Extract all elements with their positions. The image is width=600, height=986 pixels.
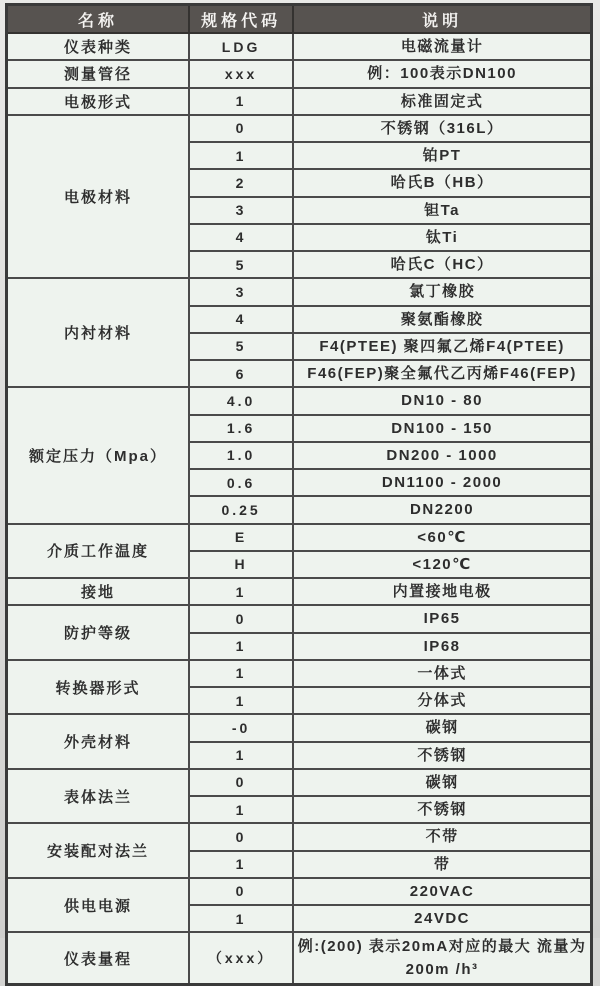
spec-table-body bbox=[7, 33, 592, 985]
description-cell: 例：100表示DN100 bbox=[293, 60, 591, 87]
code-cell: H bbox=[189, 551, 293, 578]
table-row bbox=[7, 605, 592, 632]
description-cell: 不锈钢 bbox=[293, 742, 591, 769]
description-cell: IP65 bbox=[293, 605, 591, 632]
code-cell: xxx bbox=[189, 60, 293, 87]
header-description: 说明 bbox=[293, 5, 591, 34]
description-cell: 标准固定式 bbox=[293, 88, 591, 115]
table-row bbox=[7, 578, 592, 605]
group-name-cell: 电极形式 bbox=[7, 88, 190, 115]
code-cell: -0 bbox=[189, 714, 293, 741]
group-name-cell: 额定压力（Mpa） bbox=[7, 387, 190, 523]
code-cell: 1 bbox=[189, 578, 293, 605]
description-cell: F4(PTEE) 聚四氟乙烯F4(PTEE) bbox=[293, 333, 591, 360]
description-cell: 24VDC bbox=[293, 905, 591, 932]
description-cell: 220VAC bbox=[293, 878, 591, 905]
description-cell: IP68 bbox=[293, 633, 591, 660]
description-cell: 钛Ti bbox=[293, 224, 591, 251]
code-cell: 0.6 bbox=[189, 469, 293, 496]
code-cell: 4 bbox=[189, 224, 293, 251]
description-cell: 带 bbox=[293, 851, 591, 878]
description-cell: 碳钢 bbox=[293, 769, 591, 796]
description-cell: 氯丁橡胶 bbox=[293, 278, 591, 305]
group-name-cell: 防护等级 bbox=[7, 605, 190, 660]
table-row bbox=[7, 115, 592, 142]
description-cell: 哈氏B（HB） bbox=[293, 169, 591, 196]
code-cell: 5 bbox=[189, 251, 293, 278]
code-cell: （xxx） bbox=[189, 932, 293, 985]
group-name-cell: 供电电源 bbox=[7, 878, 190, 933]
group-name-cell: 内衬材料 bbox=[7, 278, 190, 387]
group-name-cell: 安装配对法兰 bbox=[7, 823, 190, 878]
group-name-cell: 转换器形式 bbox=[7, 660, 190, 715]
table-row bbox=[7, 88, 592, 115]
code-cell: 0.25 bbox=[189, 496, 293, 523]
description-cell: 碳钢 bbox=[293, 714, 591, 741]
code-cell: 6 bbox=[189, 360, 293, 387]
table-row bbox=[7, 878, 592, 905]
code-cell: 1 bbox=[189, 88, 293, 115]
code-cell: 4 bbox=[189, 306, 293, 333]
code-cell: 1 bbox=[189, 142, 293, 169]
description-cell: 不带 bbox=[293, 823, 591, 850]
group-name-cell: 表体法兰 bbox=[7, 769, 190, 824]
table-row bbox=[7, 660, 592, 687]
code-cell: 1 bbox=[189, 851, 293, 878]
table-row bbox=[7, 387, 592, 414]
description-cell: 铂PT bbox=[293, 142, 591, 169]
group-name-cell: 接地 bbox=[7, 578, 190, 605]
description-cell: F46(FEP)聚全氟代乙丙烯F46(FEP) bbox=[293, 360, 591, 387]
code-cell: 1 bbox=[189, 742, 293, 769]
description-cell: <120℃ bbox=[293, 551, 591, 578]
code-cell: 1 bbox=[189, 796, 293, 823]
description-cell: 钽Ta bbox=[293, 197, 591, 224]
table-row bbox=[7, 278, 592, 305]
description-cell: DN100 - 150 bbox=[293, 415, 591, 442]
header-code: 规格代码 bbox=[189, 5, 293, 34]
description-cell: DN1100 - 2000 bbox=[293, 469, 591, 496]
description-cell: DN200 - 1000 bbox=[293, 442, 591, 469]
code-cell: 1 bbox=[189, 905, 293, 932]
spec-table bbox=[5, 3, 593, 986]
table-header-row bbox=[7, 5, 592, 34]
description-cell: 哈氏C（HC） bbox=[293, 251, 591, 278]
code-cell: 2 bbox=[189, 169, 293, 196]
table-row bbox=[7, 932, 592, 985]
description-cell: 例:(200) 表示20mA对应的最大 流量为200m /h³ bbox=[293, 932, 591, 985]
code-cell: 0 bbox=[189, 823, 293, 850]
table-row bbox=[7, 823, 592, 850]
group-name-cell: 介质工作温度 bbox=[7, 524, 190, 579]
code-cell: 0 bbox=[189, 605, 293, 632]
group-name-cell: 测量管径 bbox=[7, 60, 190, 87]
group-name-cell: 电极材料 bbox=[7, 115, 190, 279]
group-name-cell: 仪表量程 bbox=[7, 932, 190, 985]
description-cell: 聚氨酯橡胶 bbox=[293, 306, 591, 333]
code-cell: 1 bbox=[189, 660, 293, 687]
code-cell: 4.0 bbox=[189, 387, 293, 414]
description-cell: 电磁流量计 bbox=[293, 33, 591, 60]
group-name-cell: 外壳材料 bbox=[7, 714, 190, 769]
code-cell: 0 bbox=[189, 769, 293, 796]
code-cell: 1.6 bbox=[189, 415, 293, 442]
description-cell: DN10 - 80 bbox=[293, 387, 591, 414]
code-cell: 0 bbox=[189, 115, 293, 142]
code-cell: 0 bbox=[189, 878, 293, 905]
code-cell: 3 bbox=[189, 197, 293, 224]
group-name-cell: 仪表种类 bbox=[7, 33, 190, 60]
table-row bbox=[7, 33, 592, 60]
code-cell: 1 bbox=[189, 633, 293, 660]
code-cell: 3 bbox=[189, 278, 293, 305]
description-cell: 分体式 bbox=[293, 687, 591, 714]
table-row bbox=[7, 769, 592, 796]
code-cell: 1 bbox=[189, 687, 293, 714]
code-cell: E bbox=[189, 524, 293, 551]
table-row bbox=[7, 60, 592, 87]
code-cell: LDG bbox=[189, 33, 293, 60]
description-cell: 不锈钢 bbox=[293, 796, 591, 823]
description-cell: 一体式 bbox=[293, 660, 591, 687]
header-name: 名称 bbox=[7, 5, 190, 34]
code-cell: 5 bbox=[189, 333, 293, 360]
description-cell: DN2200 bbox=[293, 496, 591, 523]
table-row bbox=[7, 714, 592, 741]
description-cell: 不锈钢（316L） bbox=[293, 115, 591, 142]
table-row bbox=[7, 524, 592, 551]
description-cell: 内置接地电极 bbox=[293, 578, 591, 605]
code-cell: 1.0 bbox=[189, 442, 293, 469]
description-cell: <60℃ bbox=[293, 524, 591, 551]
